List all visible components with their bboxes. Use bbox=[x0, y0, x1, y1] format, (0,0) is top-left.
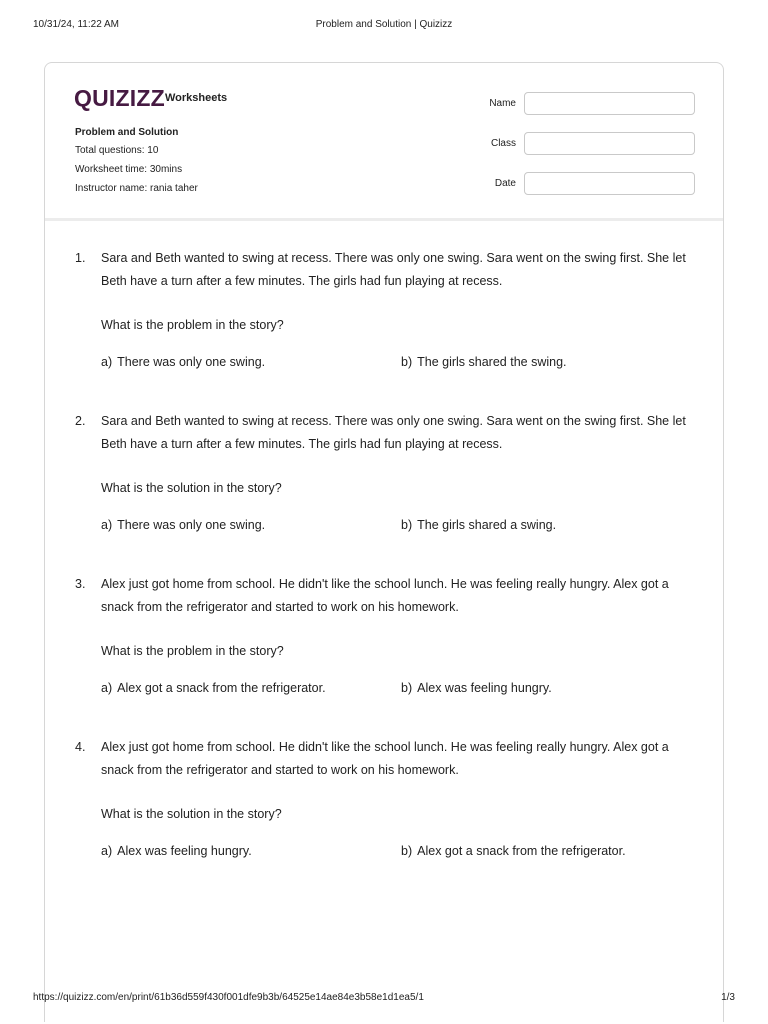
answer-options bbox=[101, 844, 695, 862]
worksheet-meta bbox=[75, 127, 198, 201]
worksheet-title: Problem and Solution bbox=[75, 127, 179, 138]
option-letter: b) bbox=[401, 518, 413, 532]
print-page-title: Problem and Solution | Quizizz bbox=[315, 19, 453, 30]
option-text: Alex was feeling hungry. bbox=[117, 844, 252, 858]
quizizz-logo[interactable]: QUIZIZZ bbox=[74, 85, 165, 111]
worksheet-time: Worksheet time: 30mins bbox=[75, 164, 183, 175]
name-field[interactable] bbox=[524, 92, 695, 115]
option-text: The girls shared a swing. bbox=[417, 518, 557, 532]
option-b[interactable] bbox=[401, 681, 552, 695]
worksheet-card bbox=[44, 62, 724, 1022]
question-number: 4. bbox=[75, 740, 86, 754]
question-number: 2. bbox=[75, 414, 86, 428]
question-1 bbox=[75, 247, 695, 373]
question-number: 3. bbox=[75, 577, 86, 591]
print-footer bbox=[0, 992, 768, 1012]
class-field-row bbox=[475, 132, 696, 156]
worksheet-header bbox=[45, 63, 723, 221]
answer-options bbox=[101, 355, 695, 373]
option-letter: b) bbox=[401, 681, 413, 695]
option-letter: a) bbox=[101, 355, 113, 369]
total-questions: Total questions: 10 bbox=[75, 145, 159, 156]
class-label: Class bbox=[490, 138, 516, 149]
option-text: The girls shared the swing. bbox=[417, 355, 567, 369]
option-text: Alex was feeling hungry. bbox=[417, 681, 552, 695]
option-b[interactable] bbox=[401, 355, 567, 369]
question-passage: Alex just got home from school. He didn't like the school lunch. He was feeling really hungry. Alex got a snack from the refrigerator and started to work on his homework. bbox=[101, 577, 669, 614]
date-field-row bbox=[475, 172, 696, 196]
date-field[interactable] bbox=[524, 172, 695, 195]
print-url[interactable]: https://quizizz.com/en/print/61b36d559f430f001dfe9b3b/64525e14ae84e3b58e1d1ea5/1 bbox=[33, 992, 424, 1003]
brand-subtitle: Worksheets bbox=[165, 92, 228, 104]
option-letter: a) bbox=[101, 518, 113, 532]
question-4 bbox=[75, 736, 695, 862]
instructor-name: Instructor name: rania taher bbox=[75, 183, 198, 194]
option-letter: b) bbox=[401, 355, 413, 369]
option-text: Alex got a snack from the refrigerator. bbox=[117, 681, 326, 695]
name-field-row bbox=[475, 92, 696, 116]
question-prompt: What is the solution in the story? bbox=[101, 481, 282, 495]
class-field[interactable] bbox=[524, 132, 695, 155]
option-text: There was only one swing. bbox=[117, 355, 266, 369]
question-3 bbox=[75, 573, 695, 699]
question-passage: Sara and Beth wanted to swing at recess. There was only one swing. Sara went on the swing first. She let Beth have a turn after a few minutes. The girls had fun playing at recess. bbox=[101, 251, 686, 288]
answer-options bbox=[101, 681, 695, 699]
question-prompt: What is the problem in the story? bbox=[101, 644, 284, 658]
option-text: Alex got a snack from the refrigerator. bbox=[417, 844, 626, 858]
date-label: Date bbox=[494, 178, 516, 189]
answer-options bbox=[101, 518, 695, 536]
option-a[interactable] bbox=[101, 681, 326, 695]
question-passage: Alex just got home from school. He didn't like the school lunch. He was feeling really hungry. Alex got a snack from the refrigerator and started to work on his homework. bbox=[101, 740, 669, 777]
question-prompt: What is the solution in the story? bbox=[101, 807, 282, 821]
option-b[interactable] bbox=[401, 518, 556, 532]
page-counter: 1/3 bbox=[721, 992, 735, 1003]
option-letter: a) bbox=[101, 681, 113, 695]
name-label: Name bbox=[489, 98, 516, 109]
print-header bbox=[0, 0, 768, 50]
question-number: 1. bbox=[75, 251, 86, 265]
option-letter: a) bbox=[101, 844, 113, 858]
option-letter: b) bbox=[401, 844, 413, 858]
question-2 bbox=[75, 410, 695, 536]
question-prompt: What is the problem in the story? bbox=[101, 318, 284, 332]
option-a[interactable] bbox=[101, 518, 265, 532]
print-datetime: 10/31/24, 11:22 AM bbox=[33, 19, 119, 30]
option-b[interactable] bbox=[401, 844, 626, 858]
question-passage: Sara and Beth wanted to swing at recess. There was only one swing. Sara went on the swing first. She let Beth have a turn after a few minutes. The girls had fun playing at recess. bbox=[101, 414, 686, 451]
option-a[interactable] bbox=[101, 844, 252, 858]
option-text: There was only one swing. bbox=[117, 518, 266, 532]
option-a[interactable] bbox=[101, 355, 265, 369]
